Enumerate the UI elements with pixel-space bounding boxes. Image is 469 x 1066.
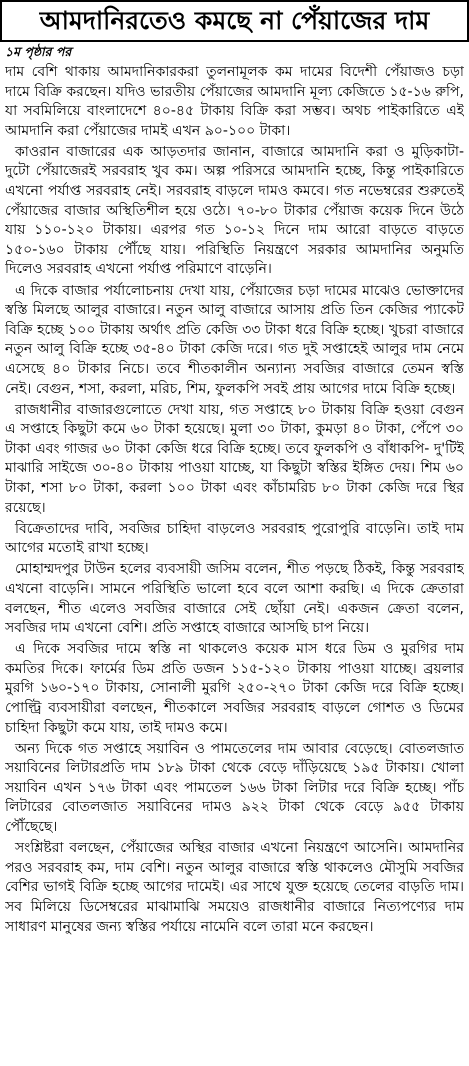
article-paragraph: এ দিকে বাজার পর্যালোচনায় দেখা যায়, পেঁয়াজের চড়া দামের মাঝেও ভোক্তাদের স্বস্তি মিলছে আলুর বাজারে। নতুন আলু বাজারে আসায় প্রতি তিন কেজির প্যাকেট বিক্রি হচ্ছে ১০০ টাকায় অর্থাৎ প্রতি কেজি ৩৩ টাকা ধরে বিক্রি হচ্ছে। খুচরা বাজারে নতুন আলু বিক্রি হচ্ছে ৩৫-৪০ টাকা কেজি দরে। গত দুই সপ্তাহেই আলুর দাম নেমে এসেছে ৪০ টাকার নিচে। তবে শীতকালীন অন্যান্য সবজির বাজারে তেমন স্বস্তি নেই। বেগুন, শসা, করলা, মরিচ, শিম, ফুলকপি সবই প্রায় আগের দামে বিক্রি হচ্ছে। — [5, 282, 464, 397]
article-paragraph: রাজধানীর বাজারগুলোতে দেখা যায়, গত সপ্তাহে ৮০ টাকায় বিক্রি হওয়া বেগুন এ সপ্তাহে কিছুটা কমে ৬০ টাকা হয়েছে। মুলা ৩০ টাকা, কুমড়া ৪০ টাকা, পেঁপে ৩০ টাকা এবং গাজর ৬০ টাকা কেজি ধরে বিক্রি হচ্ছে। তবে ফুলকপি ও বাঁধাকপি- দু'টিই মাঝারি সাইজে ৩০-৪০ টাকায় পাওয়া যাচ্ছে, যা কিছুটা স্বস্তির ইঙ্গিত দেয়। শিম ৬০ টাকা, শসা ৮০ টাকা, করলা ১০০ টাকা এবং কাঁচামরিচ ৮০ টাকা কেজি দরে স্থির রয়েছে। — [5, 401, 464, 516]
headline: আমদানিরতেও কমছে না পেঁয়াজের দাম — [39, 6, 430, 35]
headline-box — [0, 0, 469, 42]
article-paragraph: মোহাম্মদপুর টাউন হলের ব্যবসায়ী জসিম বলেন, শীত পড়ছে ঠিকই, কিন্তু সরবরাহ এখনো বাড়েনি। সামনে পরিস্থিতি ভালো হবে বলে আশা করছি। এ দিকে ক্রেতারা বলছেন, শীত এলেও সবজির বাজারে সেই ছোঁয়া নেই। একজন ক্রেতা বলেন, সবজির দাম এখনো বেশি। প্রতি সপ্তাহে বাজারে আসছি চাপ নিয়ে। — [5, 561, 464, 637]
article-body — [5, 63, 464, 1063]
continued-from-label: ১ম পৃষ্ঠার পর — [5, 44, 72, 59]
article-paragraph: দাম বেশি থাকায় আমদানিকারকরা তুলনামূলক কম দামের বিদেশী পেঁয়াজও চড়া দামে বিক্রি করছেন। যদিও ভারতীয় পেঁয়াজের আমদানি মূল্য কেজিতে ১৫-১৬ রুপি, যা সবমিলিয়ে বাংলাদেশে ৪০-৪৫ টাকায় বিক্রি করা সম্ভব। অথচ পাইকারিতে এই আমদানি করা পেঁয়াজের দামই এখন ৯০-১০০ টাকা। — [5, 64, 464, 139]
article-paragraph: বিক্রেতাদের দাবি, সবজির চাহিদা বাড়লেও সরবরাহ পুরোপুরি বাড়েনি। তাই দাম আগের মতোই রাখা হচ্ছে। — [5, 520, 464, 557]
article-paragraph: কাওরান বাজারের এক আড়তদার জানান, বাজারে আমদানি করা ও মুড়িকাটা-দুটো পেঁয়াজেরই সরবরাহ খুব কম। অল্প পরিসরে আমদানি হচ্ছে, কিন্তু পাইকারিতে এখনো পর্যাপ্ত সরবরাহ নেই। সরবরাহ বাড়লে দামও কমবে। গত নভেম্বরের শুরুতেই পেঁয়াজের বাজার অস্থিতিশীল হয়ে ওঠে। ৭০-৮০ টাকার পেঁয়াজ কয়েক দিনে উঠে যায় ১১০-১২০ টাকায়। এরপর গত ১০-১২ দিনে দাম আরো বাড়তে বাড়তে ১৫০-১৬০ টাকায় পৌঁছে যায়। পরিস্থিতি নিয়ন্ত্রণে সরকার আমদানির অনুমতি দিলেও সরবরাহ এখনো পর্যাপ্ত পরিমাণে বাড়েনি। — [5, 143, 464, 278]
article-paragraph: সংশ্লিষ্টরা বলছেন, পেঁয়াজের অস্থির বাজার এখনো নিয়ন্ত্রণে আসেনি। আমদানির পরও সরবরাহ কম, দাম বেশি। নতুন আলুর বাজারে স্বস্তি থাকলেও মৌসুমি সবজির বেশির ভাগই বিক্রি হচ্ছে আগের দামেই। এর সাথে যুক্ত হয়েছে তেলের বাড়তি দাম। সব মিলিয়ে ডিসেম্বরের মাঝামাঝি সময়েও রাজধানীর বাজারে নিত্যপণ্যের দাম সাধারণ মানুষের জন্য স্বস্তির পর্যায়ে নামেনি বলে তারা মনে করছেন। — [5, 840, 464, 935]
article-paragraph: এ দিকে সবজির দামে স্বস্তি না থাকলেও কয়েক মাস ধরে ডিম ও মুরগির দাম কমতির দিকে। ফার্মের ডিম প্রতি ডজন ১১৫-১২০ টাকায় পাওয়া যাচ্ছে। ব্রয়লার মুরগি ১৬০-১৭০ টাকায়, সোনালী মুরগি ২৫০-২৭০ টাকা কেজি দরে বিক্রি হচ্ছে। পোল্ট্রি ব্যবসায়ীরা বলছেন, শীতকালে সবজির সরবরাহ বাড়লে গোশত ও ডিমের চাহিদা কিছুটা কমে যায়, তাই দামও কমে। — [5, 641, 464, 736]
article-paragraph: অন্য দিকে গত সপ্তাহে সয়াবিন ও পামতেলের দাম আবার বেড়েছে। বোতলজাত সয়াবিনের লিটারপ্রতি দাম ১৮৯ টাকা থেকে বেড়ে দাঁড়িয়েছে ১৯৫ টাকায়। খোলা সয়াবিন এখন ১৭৬ টাকা এবং পামতেল ১৬৬ টাকা লিটার দরে বিক্রি হচ্ছে। পাঁচ লিটারের বোতলজাত সয়াবিনের দামও ৯২২ টাকা থেকে বেড়ে ৯৫৫ টাকায় পৌঁছেছে। — [5, 740, 464, 836]
